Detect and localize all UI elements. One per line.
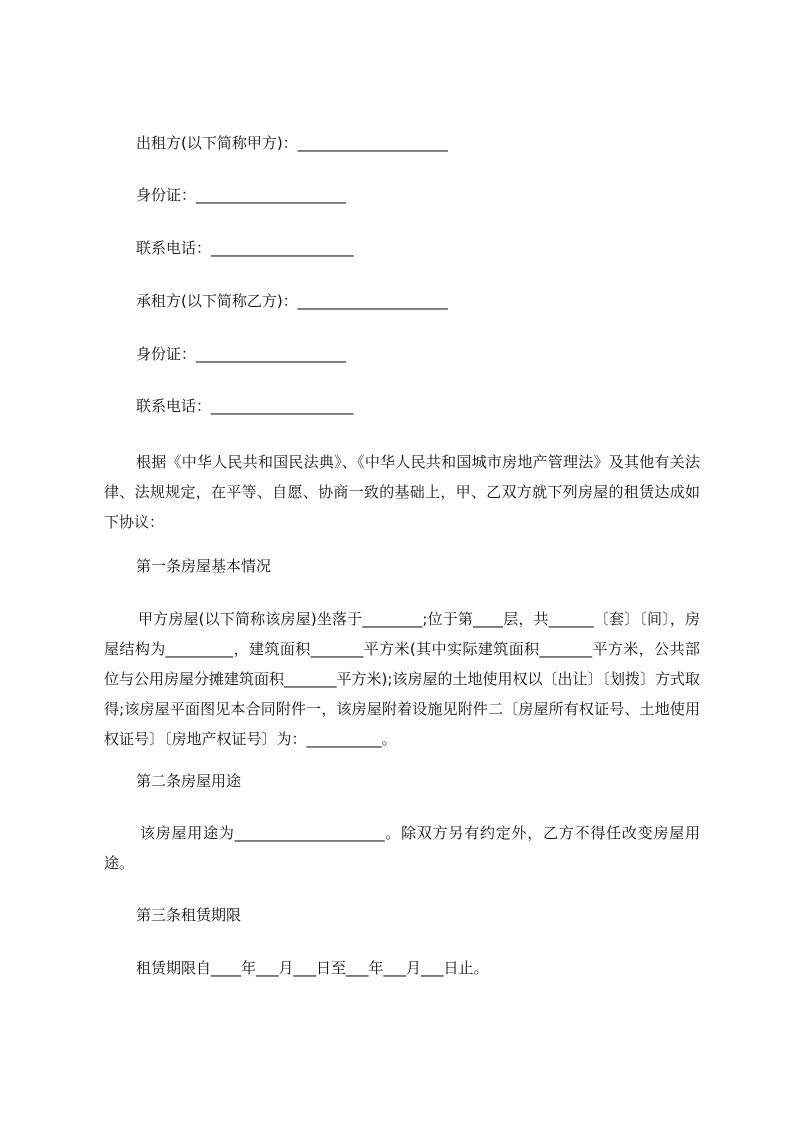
preamble-paragraph: 根据《中华人民共和国民法典》、《中华人民共和国城市房地产管理法》及其他有关法律、法规规定，在平等、自愿、协商一致的基础上，甲、乙双方就下列房屋的租赁达成如下协议： xyxy=(104,453,700,531)
lessee-id-line: 身份证：____________________ xyxy=(136,345,347,363)
lessee-phone-line: 联系电话：___________________ xyxy=(136,397,354,415)
lessor-phone-line: 联系电话：___________________ xyxy=(136,239,354,257)
article1-title: 第一条房屋基本情况 xyxy=(136,557,272,575)
lessor-id-line: 身份证：____________________ xyxy=(136,186,347,204)
lessor-line: 出租方(以下简称甲方)：____________________ xyxy=(136,134,448,152)
article2-body: 该房屋用途为____________________。除双方另有约定外，乙方不得任改变房屋用途。 xyxy=(104,824,700,872)
lessee-line: 承租方(以下简称乙方)：____________________ xyxy=(136,292,448,310)
article2-title: 第二条房屋用途 xyxy=(136,772,242,790)
article3-title: 第三条租赁期限 xyxy=(136,906,242,924)
article3-body: 租赁期限自____年___月___日至___年___月___日止。 xyxy=(136,959,489,977)
article1-body: 甲方房屋(以下简称该房屋)坐落于________;位于第____层，共______〔套〕〔间〕，房屋结构为_________，建筑面积_______平方米(其中实际建筑面积_______平方米，公共部位与公用房屋分摊建筑面积_______平方米);该房屋的土地使用权以〔出让〕〔划拨〕方式取得;该房屋平面图见本合同附件一，该房屋附着设施见附件二〔房屋所有权证号、土地使用权证号〕〔房地产权证号〕为：__________。 xyxy=(104,610,700,748)
